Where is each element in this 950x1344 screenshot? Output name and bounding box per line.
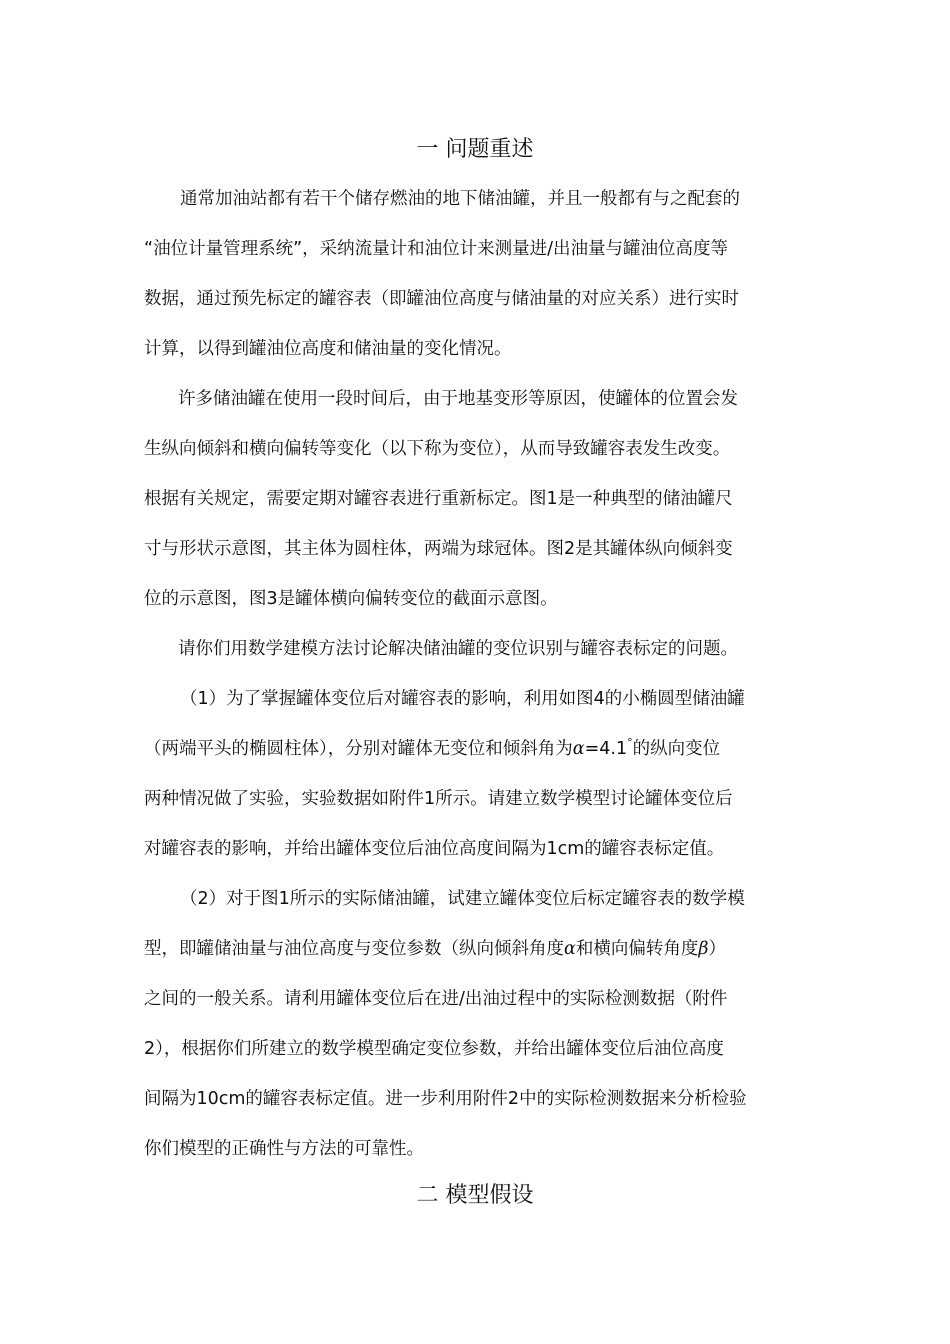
section-title-model-assumptions: 二 模型假设 bbox=[416, 1183, 534, 1208]
paragraph-line: 生纵向倾斜和横向偏转等变化（以下称为变位），从而导致罐容表发生改变。 bbox=[144, 439, 731, 459]
question-2-line: （2）对于图1所示的实际储油罐，试建立罐体变位后标定罐容表的数学模 bbox=[180, 889, 745, 909]
paragraph-line: 请你们用数学建模方法讨论解决储油罐的变位识别与罐容表标定的问题。 bbox=[178, 639, 738, 659]
section-title-problem-restatement: 一 问题重述 bbox=[416, 137, 534, 162]
text-span: =4.1 bbox=[584, 739, 628, 759]
question-1-line: （1）为了掌握罐体变位后对罐容表的影响，利用如图4的小椭圆型储油罐 bbox=[180, 689, 745, 709]
beta-symbol: β bbox=[698, 939, 709, 959]
question-2-line bbox=[144, 936, 810, 962]
question-2-line: 之间的一般关系。请利用罐体变位后在进/出油过程中的实际检测数据（附件 bbox=[144, 989, 728, 1009]
paragraph-line: 位的示意图，图3是罐体横向偏转变位的截面示意图。 bbox=[144, 589, 558, 609]
alpha-symbol: ɑ bbox=[572, 739, 585, 759]
text-span: 和横向偏转角度 bbox=[575, 939, 699, 959]
text-span: 的纵向变位 bbox=[632, 739, 721, 759]
paragraph-line: 根据有关规定，需要定期对罐容表进行重新标定。图1是一种典型的储油罐尺 bbox=[144, 489, 733, 509]
question-2-line: 你们模型的正确性与方法的可靠性。 bbox=[144, 1139, 424, 1159]
question-2-line: 2），根据你们所建立的数学模型确定变位参数，并给出罐体变位后油位高度 bbox=[144, 1039, 724, 1059]
question-2-line: 间隔为10cm的罐容表标定值。进一步利用附件2中的实际检测数据来分析检验 bbox=[144, 1089, 747, 1109]
paragraph-line: 许多储油罐在使用一段时间后，由于地基变形等原因，使罐体的位置会发 bbox=[178, 389, 738, 409]
paragraph-line: 数据，通过预先标定的罐容表（即罐油位高度与储油量的对应关系）进行实时 bbox=[144, 289, 739, 309]
question-1-line bbox=[144, 736, 810, 762]
question-1-line: 两种情况做了实验，实验数据如附件1所示。请建立数学模型讨论罐体变位后 bbox=[144, 789, 733, 809]
text-span: （两端平头的椭圆柱体），分别对罐体无变位和倾斜角为 bbox=[144, 739, 573, 759]
alpha-symbol: ɑ bbox=[564, 939, 576, 959]
text-span: ） bbox=[708, 939, 726, 959]
paragraph-line: “油位计量管理系统”，采纳流量计和油位计来测量进/出油量与罐油位高度等 bbox=[144, 239, 729, 259]
degree-symbol: ° bbox=[627, 736, 633, 749]
paragraph-line: 计算，以得到罐油位高度和储油量的变化情况。 bbox=[144, 339, 512, 359]
question-1-line: 对罐容表的影响，并给出罐体变位后油位高度间隔为1cm的罐容表标定值。 bbox=[144, 839, 725, 859]
paragraph-line: 寸与形状示意图，其主体为圆柱体，两端为球冠体。图2是其罐体纵向倾斜变 bbox=[144, 539, 733, 559]
text-span: 型，即罐储油量与油位高度与变位参数（纵向倾斜角度 bbox=[144, 939, 564, 959]
paragraph-line: 通常加油站都有若干个储存燃油的地下储油罐，并且一般都有与之配套的 bbox=[180, 189, 740, 209]
